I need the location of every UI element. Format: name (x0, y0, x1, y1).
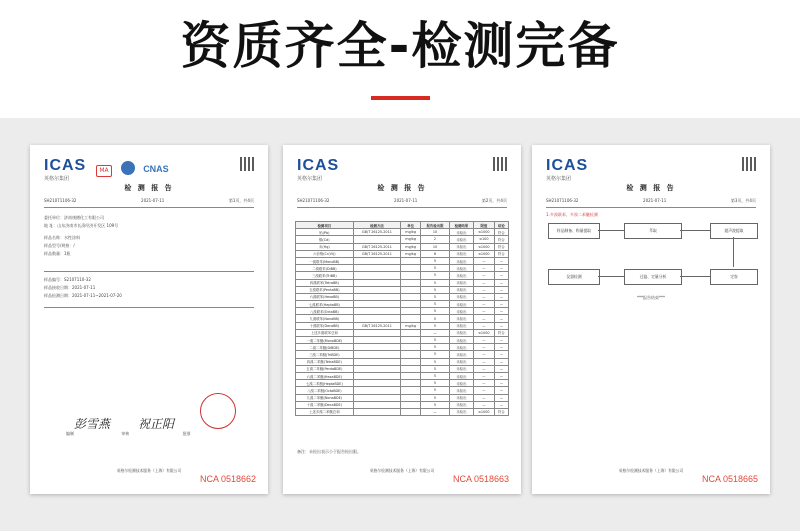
table-cell: 未检出 (449, 408, 473, 415)
flow-arrow (598, 230, 624, 231)
page-headline: 资质齐全-检测完备 (180, 17, 620, 75)
table-cell: — (494, 272, 508, 279)
divider (44, 307, 254, 308)
flow-section-title: 1.多溴联苯、多溴二苯醚检测 (546, 212, 598, 217)
report-footer: 英格尔检测技术服务（上海）有限公司 (618, 468, 684, 473)
table-cell (401, 337, 421, 344)
certification-marks (90, 157, 169, 177)
table-note: 备注：未检出表示小于报告检出限。 (297, 449, 361, 454)
nca-number: NCA 0518662 (199, 474, 256, 484)
table-row (296, 329, 509, 336)
table-cell: — (473, 315, 494, 322)
table-cell (401, 387, 421, 394)
table-cell: 8 (421, 250, 450, 257)
report-title: 检 测 报 告 (124, 184, 174, 192)
table-row (296, 365, 509, 372)
report-meta: SH21071106-32 2021-07-11 第3页，共4页 (546, 198, 756, 203)
report-meta: SH21071106-32 2021-07-11 第1页，共4页 (44, 198, 254, 203)
table-cell (353, 308, 401, 315)
table-cell: 符合 (494, 408, 508, 415)
flow-step-instrument: 仪器检测 (548, 269, 600, 285)
table-cell: 未检出 (449, 257, 473, 264)
table-cell (353, 401, 401, 408)
flow-arrow (680, 230, 710, 231)
table-cell: 汞(Hg) (296, 243, 354, 250)
qr-code-icon (493, 157, 507, 171)
table-cell (401, 365, 421, 372)
table-cell (353, 301, 401, 308)
table-cell: 未检出 (449, 337, 473, 344)
divider (44, 207, 254, 208)
table-cell: 5 (421, 308, 450, 315)
table-cell: mg/kg (401, 236, 421, 243)
table-cell: ≤1000 (473, 329, 494, 336)
table-cell: — (473, 265, 494, 272)
table-cell: 未检出 (449, 279, 473, 286)
table-row (296, 380, 509, 387)
table-cell (401, 279, 421, 286)
table-cell: — (494, 401, 508, 408)
table-cell: — (473, 344, 494, 351)
table-row (296, 236, 509, 243)
table-cell: ≤1000 (473, 243, 494, 250)
table-cell: — (473, 372, 494, 379)
table-cell: — (494, 372, 508, 379)
flow-step-volume: 定容 (710, 269, 758, 285)
table-cell (353, 372, 401, 379)
table-cell: mg/kg (401, 322, 421, 329)
table-cell: 5 (421, 272, 450, 279)
table-cell (353, 408, 401, 415)
table-cell: 八溴二苯醚(OctaBDE) (296, 387, 354, 394)
table-cell: 未检出 (449, 365, 473, 372)
table-cell: — (494, 301, 508, 308)
table-cell: 未检出 (449, 387, 473, 394)
table-cell (401, 272, 421, 279)
signature-editor: 彭雪燕 (74, 417, 111, 431)
table-cell: — (421, 408, 450, 415)
table-cell: 六价铬(Cr(VI)) (296, 250, 354, 257)
table-cell: 未检出 (449, 315, 473, 322)
qr-code-icon (742, 157, 756, 171)
divider (546, 207, 756, 208)
flow-step-extract: 萃取 (624, 223, 682, 239)
table-row (296, 257, 509, 264)
cnas-mark: CNAS (143, 164, 169, 174)
field-sample-no: 样品编号：S2107110-32 (44, 277, 91, 282)
table-cell: 5 (421, 372, 450, 379)
table-cell: 三溴二苯醚(TriBDE) (296, 351, 354, 358)
table-cell (401, 293, 421, 300)
table-cell: 未检出 (449, 394, 473, 401)
table-cell: 未检出 (449, 322, 473, 329)
table-header-cell: 检测结果 (449, 222, 473, 229)
table-cell (353, 387, 401, 394)
table-cell: 未检出 (449, 380, 473, 387)
table-cell: — (494, 351, 508, 358)
table-header-cell: 结论 (494, 222, 508, 229)
table-cell: 5 (421, 286, 450, 293)
table-cell (353, 236, 401, 243)
table-cell: 符合 (494, 236, 508, 243)
signature-roles: 编制 审核 批准 (66, 431, 191, 436)
table-cell: 四溴二苯醚(TetraBDE) (296, 358, 354, 365)
results-table (295, 221, 509, 416)
field-client: 委托单位：济南康德化工有限公司 (44, 215, 104, 220)
table-cell: — (473, 365, 494, 372)
table-row (296, 301, 509, 308)
flow-step-filter: 过滤、定量分析 (624, 269, 682, 285)
report-page-1 (30, 145, 268, 494)
ilac-badge-icon (121, 161, 135, 175)
table-cell: 未检出 (449, 293, 473, 300)
table-cell (353, 344, 401, 351)
table-cell: — (494, 279, 508, 286)
table-cell: ≤1000 (473, 250, 494, 257)
table-cell: — (494, 387, 508, 394)
table-cell: 九溴联苯(NonaBB) (296, 315, 354, 322)
table-row (296, 358, 509, 365)
table-row (296, 243, 509, 250)
table-cell (401, 315, 421, 322)
table-row (296, 372, 509, 379)
table-cell (353, 351, 401, 358)
table-cell (353, 380, 401, 387)
table-cell: 5 (421, 257, 450, 264)
table-cell (353, 358, 401, 365)
table-cell: 2 (421, 236, 450, 243)
table-cell: 未检出 (449, 301, 473, 308)
table-cell: GB/T 26125-2011 (353, 250, 401, 257)
table-cell (401, 286, 421, 293)
headline-underline (371, 96, 430, 100)
table-cell: — (494, 286, 508, 293)
table-cell: 二溴联苯(DiBB) (296, 265, 354, 272)
table-cell: — (473, 337, 494, 344)
table-header-cell: 检测项目 (296, 222, 354, 229)
report-title: 检 测 报 告 (377, 184, 427, 192)
table-cell (353, 365, 401, 372)
table-cell: GB/T 26125-2011 (353, 229, 401, 236)
table-cell: 未检出 (449, 344, 473, 351)
table-cell: 铅(Pb) (296, 229, 354, 236)
flow-step-prep: 样品制备、称量提取 (548, 223, 600, 239)
report-title: 检 测 报 告 (626, 184, 676, 192)
table-cell: ≤1000 (473, 229, 494, 236)
nca-number: NCA 0518665 (701, 474, 758, 484)
table-cell: mg/kg (401, 229, 421, 236)
table-cell: 符合 (494, 229, 508, 236)
table-row (296, 344, 509, 351)
table-cell: — (473, 394, 494, 401)
table-cell: 5 (421, 351, 450, 358)
table-cell: 5 (421, 315, 450, 322)
table-cell (401, 408, 421, 415)
table-cell: mg/kg (401, 243, 421, 250)
table-row (296, 351, 509, 358)
cma-mark: MA (96, 165, 112, 177)
table-cell: — (473, 279, 494, 286)
table-cell: — (494, 365, 508, 372)
table-cell: — (494, 337, 508, 344)
table-cell: 未检出 (449, 243, 473, 250)
table-cell (353, 315, 401, 322)
table-cell: 未检出 (449, 286, 473, 293)
table-cell: — (494, 315, 508, 322)
table-cell: mg/kg (401, 250, 421, 257)
table-cell: — (494, 257, 508, 264)
table-cell (401, 358, 421, 365)
table-cell (401, 329, 421, 336)
table-cell (353, 265, 401, 272)
table-cell: 上述多溴二苯醚总和 (296, 408, 354, 415)
table-cell (353, 257, 401, 264)
table-cell: 5 (421, 265, 450, 272)
table-cell: — (473, 286, 494, 293)
table-cell: — (494, 344, 508, 351)
table-header-cell: 报告检出限 (421, 222, 450, 229)
table-cell: 未检出 (449, 236, 473, 243)
table-cell (401, 394, 421, 401)
table-cell: 十溴二苯醚(DecaBDE) (296, 401, 354, 408)
table-cell: 未检出 (449, 401, 473, 408)
table-cell: 一溴联苯(MonoBB) (296, 257, 354, 264)
field-address: 地 址：山东济南市长清经济开发区 109号 (44, 223, 119, 228)
table-cell (353, 337, 401, 344)
table-cell: — (473, 293, 494, 300)
table-row (296, 272, 509, 279)
table-cell: — (473, 301, 494, 308)
table-cell (401, 380, 421, 387)
table-cell (353, 286, 401, 293)
field-sample-qty: 样品数量：1瓶 (44, 251, 71, 256)
report-page-3 (532, 145, 770, 494)
table-cell: — (473, 257, 494, 264)
table-cell (401, 372, 421, 379)
table-cell: 镉(Cd) (296, 236, 354, 243)
table-row (296, 408, 509, 415)
table-row (296, 322, 509, 329)
table-cell: — (494, 358, 508, 365)
table-cell (353, 293, 401, 300)
table-row (296, 250, 509, 257)
table-cell: 五溴二苯醚(PentaBDE) (296, 365, 354, 372)
table-cell: ≤1000 (473, 408, 494, 415)
table-row (296, 394, 509, 401)
table-row (296, 315, 509, 322)
field-receive-date: 样品接收日期：2021-07-11 (44, 285, 96, 290)
table-cell: 未检出 (449, 229, 473, 236)
field-sample-name: 样品名称：水性涂料 (44, 235, 80, 240)
table-cell: 符合 (494, 250, 508, 257)
report-footer: 英格尔检测技术服务（上海）有限公司 (116, 468, 182, 473)
divider (44, 271, 254, 272)
table-cell: 5 (421, 279, 450, 286)
table-cell: 5 (421, 365, 450, 372)
table-cell: — (494, 322, 508, 329)
table-cell: — (473, 308, 494, 315)
table-cell: 七溴联苯(HeptaBB) (296, 301, 354, 308)
table-cell: 未检出 (449, 372, 473, 379)
table-cell: 5 (421, 301, 450, 308)
signature-approver: 祝正阳 (138, 417, 175, 431)
table-row (296, 265, 509, 272)
table-cell: 九溴二苯醚(NonaBDE) (296, 394, 354, 401)
table-cell (353, 329, 401, 336)
table-cell (401, 308, 421, 315)
icas-logo: ICAS 英格尔集团 (297, 157, 340, 182)
report-footer: 英格尔检测技术服务（上海）有限公司 (369, 468, 435, 473)
table-cell (401, 257, 421, 264)
official-seal-icon (200, 393, 236, 429)
table-cell: 未检出 (449, 308, 473, 315)
table-cell: 5 (421, 322, 450, 329)
table-header-cell: 检测方法 (353, 222, 401, 229)
table-cell: — (473, 358, 494, 365)
table-cell (401, 265, 421, 272)
table-cell: GB/T 26125-2011 (353, 322, 401, 329)
table-cell: 三溴联苯(TriBB) (296, 272, 354, 279)
table-cell: — (473, 380, 494, 387)
nca-number: NCA 0518663 (452, 474, 509, 484)
table-cell: — (494, 394, 508, 401)
table-header-cell: 单位 (401, 222, 421, 229)
table-cell: 10 (421, 229, 450, 236)
table-cell: ≤100 (473, 236, 494, 243)
report-end-text: ***报告结束*** (637, 295, 665, 300)
table-cell: — (473, 322, 494, 329)
table-cell: 未检出 (449, 265, 473, 272)
field-test-date: 样品检测日期：2021-07-11~2021-07-20 (44, 293, 122, 298)
table-cell: 10 (421, 243, 450, 250)
table-cell (401, 344, 421, 351)
table-header-cell: 限值 (473, 222, 494, 229)
table-cell: 未检出 (449, 329, 473, 336)
field-sample-model: 样品型号/规格：/ (44, 243, 75, 248)
table-cell: 上述多溴联苯总和 (296, 329, 354, 336)
table-cell: 5 (421, 401, 450, 408)
table-cell: 5 (421, 387, 450, 394)
table-cell: 5 (421, 293, 450, 300)
report-meta: SH21071106-32 2021-07-11 第2页，共4页 (297, 198, 507, 203)
table-cell: 5 (421, 380, 450, 387)
table-cell: 5 (421, 344, 450, 351)
table-cell: 五溴联苯(PentaBB) (296, 286, 354, 293)
table-cell: — (473, 351, 494, 358)
table-cell (401, 401, 421, 408)
table-cell: 5 (421, 358, 450, 365)
flow-step-ultrasonic: 超声波提取 (710, 223, 758, 239)
table-cell (353, 272, 401, 279)
table-cell: — (494, 265, 508, 272)
table-cell: 未检出 (449, 250, 473, 257)
table-row (296, 337, 509, 344)
divider (297, 207, 507, 208)
table-cell: 符合 (494, 243, 508, 250)
flow-arrow (598, 276, 624, 277)
table-cell: 六溴二苯醚(HexaBDE) (296, 372, 354, 379)
table-cell (401, 301, 421, 308)
flow-arrow (680, 276, 710, 277)
table-cell: 未检出 (449, 272, 473, 279)
table-cell: — (494, 308, 508, 315)
table-row (296, 229, 509, 236)
table-cell: 符合 (494, 329, 508, 336)
table-cell: — (473, 401, 494, 408)
table-row (296, 387, 509, 394)
table-row (296, 286, 509, 293)
table-cell: 八溴联苯(OctaBB) (296, 308, 354, 315)
table-row (296, 279, 509, 286)
table-row (296, 293, 509, 300)
table-cell (401, 351, 421, 358)
table-cell: — (473, 387, 494, 394)
table-cell: — (494, 293, 508, 300)
table-cell: 四溴联苯(TetraBB) (296, 279, 354, 286)
table-cell: 六溴联苯(HexaBB) (296, 293, 354, 300)
table-cell: 5 (421, 337, 450, 344)
table-cell: 二溴二苯醚(DiBDE) (296, 344, 354, 351)
table-cell: 未检出 (449, 351, 473, 358)
table-cell: 十溴联苯(DecaBB) (296, 322, 354, 329)
table-cell (353, 279, 401, 286)
table-row (296, 401, 509, 408)
table-cell (353, 394, 401, 401)
table-cell: 5 (421, 394, 450, 401)
table-row (296, 308, 509, 315)
table-cell: 七溴二苯醚(HeptaBDE) (296, 380, 354, 387)
table-cell: 一溴二苯醚(MonoBDE) (296, 337, 354, 344)
table-cell: 未检出 (449, 358, 473, 365)
flow-arrow (733, 237, 734, 267)
table-cell: — (494, 380, 508, 387)
icas-logo: ICAS 英格尔集团 (546, 157, 589, 182)
report-page-2 (283, 145, 521, 494)
table-cell: — (473, 272, 494, 279)
qr-code-icon (240, 157, 254, 171)
table-cell: — (421, 329, 450, 336)
icas-logo: ICAS 英格尔集团 (44, 157, 87, 182)
table-cell: GB/T 26125-2011 (353, 243, 401, 250)
